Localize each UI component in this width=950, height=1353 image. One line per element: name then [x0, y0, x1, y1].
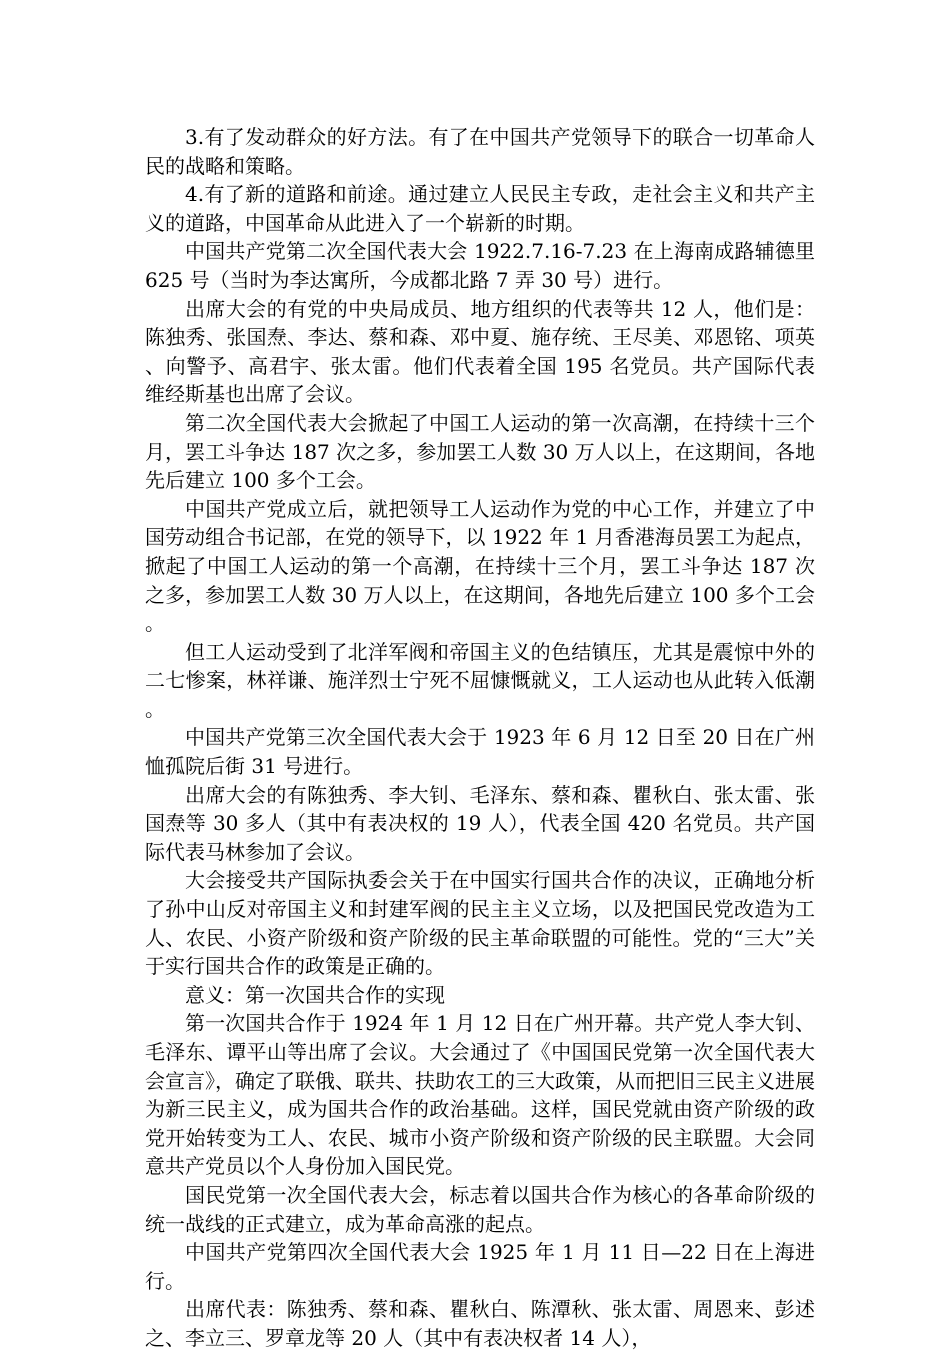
paragraph-labor-movement-high-tide: 第二次全国代表大会掀起了中国工人运动的第一次高潮，在持续十三个月，罢工斗争达 187 次之多，参加罢工人数 30 万人以上，在这期间，各地先后建立 100 多个工会。 — [145, 410, 815, 493]
paragraph-february-seventh-massacre: 但工人运动受到了北洋军阀和帝国主义的色结镇压，尤其是震惊中外的二七惨案，林祥谦、施洋烈士宁死不屈慷慨就义，工人运动也从此转入低潮。 — [145, 639, 815, 721]
paragraph-fourth-congress-attendees: 出席代表：陈独秀、蔡和森、瞿秋白、陈潭秋、张太雷、周恩来、彭述之、李立三、罗章龙等 20 人（其中有表决权者 14 人）， — [145, 1297, 815, 1350]
paragraph-second-congress-attendees: 出席大会的有党的中央局成员、地方组织的代表等共 12 人，他们是：陈独秀、张国焘、李达、蔡和森、邓中夏、施存统、王尽美、邓恩铭、项英、向警予、高君宇、张太雷。他们代表着全国 195 名党员。共产国际代表维经斯基也出席了会议。 — [145, 296, 815, 407]
paragraph-first-cooperation: 第一次国共合作于 1924 年 1 月 12 日在广州开幕。共产党人李大钊、毛泽东、谭平山等出席了会议。大会通过了《中国国民党第一次全国代表大会宣言》，确定了联俄、联共、扶助农工的三大政策，从而把旧三民主义进展为新三民主义，成为国共合作的政治基础。这样，国民党就由资产阶级的政党开始转变为工人、农民、城市小资产阶级和资产阶级的民主联盟。大会同意共产党员以个人身份加入国民党。 — [145, 1011, 815, 1179]
paragraph-significance-heading: 意义：第一次国共合作的实现 — [185, 982, 445, 1007]
paragraph-cooperation-resolution: 大会接受共产国际执委会关于在中国实行国共合作的决议，正确地分析了孙中山反对帝国主义和封建军阀的民主主义立场，以及把国民党改造为工人、农民、小资产阶级和资产阶级的民主革命联盟的可能性。党的“三大”关于实行国共合作的政策是正确的。 — [145, 868, 815, 979]
paragraph-strategy: 3.有了发动群众的好方法。有了在中国共产党领导下的联合一切革命人民的战略和策略。 — [145, 125, 815, 178]
paragraph-fourth-congress: 中国共产党第四次全国代表大会 1925 年 1 月 11 日—22 日在上海进行。 — [145, 1240, 815, 1293]
paragraph-united-front: 国民党第一次全国代表大会，标志着以国共合作为核心的各革命阶级的统一战线的正式建立，成为革命高涨的起点。 — [145, 1182, 815, 1236]
paragraph-third-congress: 中国共产党第三次全国代表大会于 1923 年 6 月 12 日至 20 日在广州恤孤院后街 31 号进行。 — [145, 725, 815, 779]
paragraph-labor-secretariat: 中国共产党成立后，就把领导工人运动作为党的中心工作，并建立了中国劳动组合书记部，在党的领导下，以 1922 年 1 月香港海员罢工为起点，掀起了中国工人运动的第一个高潮，在持续十三个月，罢工斗争达 187 次之多，参加罢工人数 30 万人以上，在这期间，各地先后建立 100 多个工会。 — [145, 496, 815, 636]
paragraph-second-congress: 中国共产党第二次全国代表大会 1922.7.16-7.23 在上海南成路辅德里 625 号（当时为李达寓所，今成都北路 7 弄 30 号）进行。 — [145, 239, 815, 292]
paragraph-third-congress-attendees: 出席大会的有陈独秀、李大钊、毛泽东、蔡和森、瞿秋白、张太雷、张国焘等 30 多人（其中有表决权的 19 人），代表全国 420 名党员。共产国际代表马林参加了会议。 — [145, 782, 815, 864]
document-body — [145, 123, 815, 1353]
paragraph-new-path: 4.有了新的道路和前途。通过建立人民民主专政，走社会主义和共产主义的道路，中国革命从此进入了一个崭新的时期。 — [145, 182, 815, 235]
